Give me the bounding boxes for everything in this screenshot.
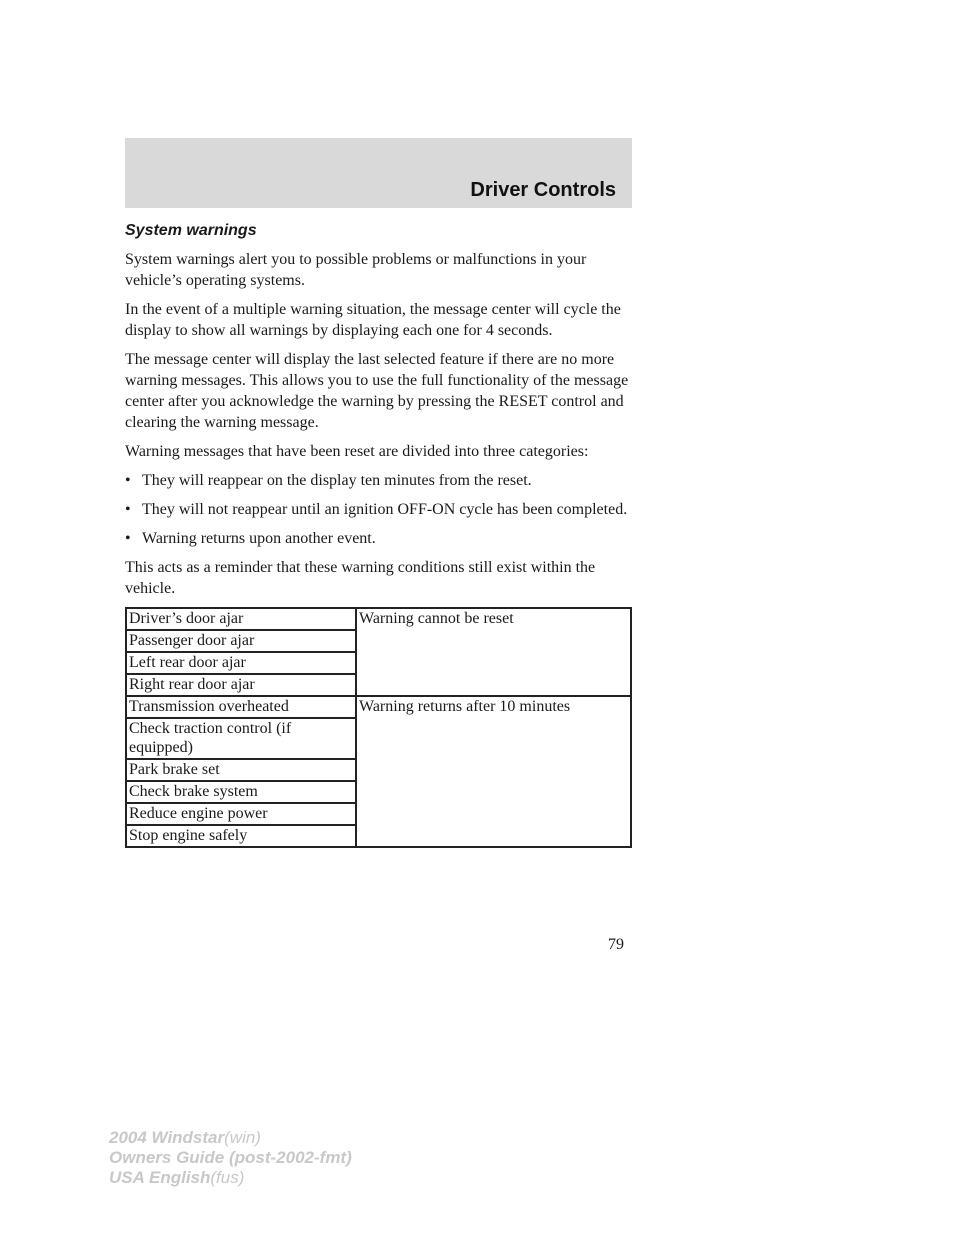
table-row	[126, 608, 631, 630]
bullet-icon: •	[125, 472, 131, 489]
table-cell: Check brake system	[126, 781, 356, 803]
paragraph: In the event of a multiple warning situation, the message center will cycle the display to show all warnings by displaying each one for 4 seconds.	[125, 301, 621, 339]
page-content	[125, 220, 632, 848]
table-cell: Check traction control (if equipped)	[126, 718, 356, 759]
list-item-text: Warning returns upon another event.	[142, 530, 376, 547]
footer-language-code: (fus)	[210, 1168, 245, 1187]
paragraph: The message center will display the last selected feature if there are no more warning messages. This allows you to use the full functionality of the message center after you acknowledge the warning by pressing the RESET control and clearing the warning message.	[125, 351, 629, 431]
paragraph: This acts as a reminder that these warning conditions still exist within the vehicle.	[125, 559, 596, 597]
list-item-text: They will not reappear until an ignition OFF-ON cycle has been completed.	[142, 501, 628, 518]
footer-model: 2004 Windstar	[109, 1128, 225, 1147]
bullet-icon: •	[125, 501, 131, 518]
table-cell: Driver’s door ajar	[126, 608, 356, 630]
document-footer	[109, 1128, 352, 1188]
table-cell-note: Warning cannot be reset	[356, 608, 631, 696]
header-band	[125, 138, 632, 208]
list-item	[125, 470, 632, 491]
list-item-text: They will reappear on the display ten minutes from the reset.	[142, 472, 532, 489]
warning-table	[125, 607, 632, 848]
footer-guide: Owners Guide (post-2002-fmt)	[109, 1148, 352, 1167]
list-item	[125, 499, 632, 520]
footer-line	[109, 1128, 352, 1148]
page-number: 79	[608, 936, 624, 953]
section-heading: System warnings	[125, 222, 257, 239]
table-row	[126, 696, 631, 718]
table-cell: Left rear door ajar	[126, 652, 356, 674]
paragraph: Warning messages that have been reset are divided into three categories:	[125, 443, 589, 460]
footer-line	[109, 1148, 352, 1168]
list-item	[125, 528, 632, 549]
footer-language: USA English	[109, 1168, 211, 1187]
table-cell: Passenger door ajar	[126, 630, 356, 652]
bullet-icon: •	[125, 530, 131, 547]
footer-model-code: (win)	[224, 1128, 261, 1147]
table-cell: Stop engine safely	[126, 825, 356, 847]
table-cell: Park brake set	[126, 759, 356, 781]
paragraph: System warnings alert you to possible problems or malfunctions in your vehicle’s operating systems.	[125, 251, 587, 289]
chapter-title: Driver Controls	[470, 179, 616, 201]
table-cell: Transmission overheated	[126, 696, 356, 718]
table-cell: Right rear door ajar	[126, 674, 356, 696]
bullet-list	[125, 470, 632, 549]
footer-line	[109, 1168, 352, 1188]
table-cell: Reduce engine power	[126, 803, 356, 825]
table-cell-note: Warning returns after 10 minutes	[356, 696, 631, 847]
